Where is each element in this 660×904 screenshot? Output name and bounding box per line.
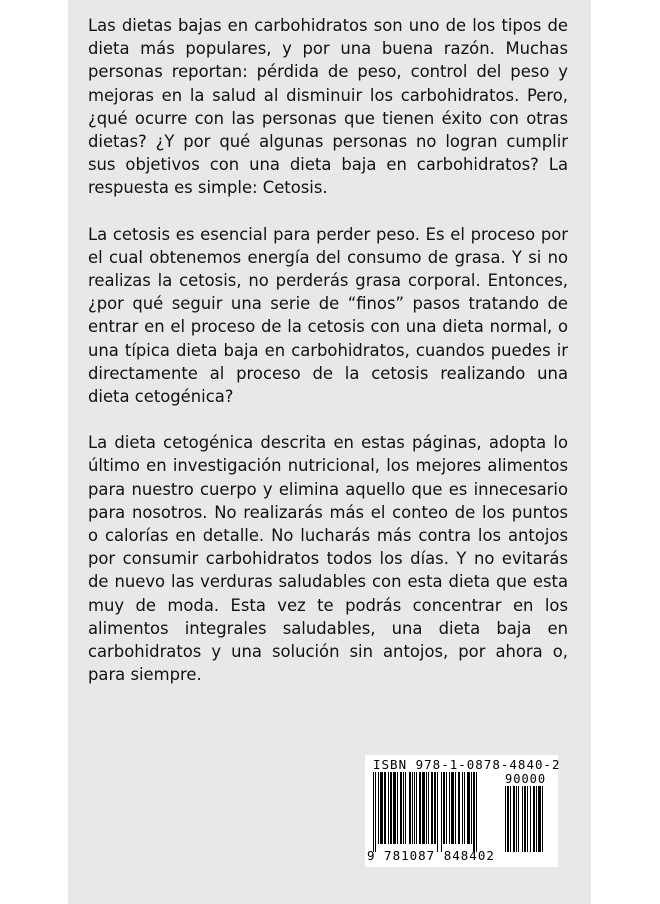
barcode-bar bbox=[538, 786, 541, 852]
barcode-bar bbox=[431, 772, 433, 844]
price-code: 90000 bbox=[505, 772, 547, 786]
barcode-bar bbox=[443, 772, 445, 844]
isbn-label: ISBN 978-1-0878-4840-2 bbox=[373, 757, 561, 772]
barcode-bar bbox=[409, 772, 411, 844]
barcode-bar bbox=[446, 772, 447, 844]
blurb-paragraph-1: Las dietas bajas en carbohidratos son uno de los tipos de dieta más populares, y por una buena razón. Muchas personas reportan: pérdida de peso, control del peso y mejoras en la salud al disminuir los carbohidratos. Pero, ¿qué ocurre con las personas que tienen éxito con otras dietas? ¿Y por qué algunas personas no logran cumplir sus objetivos con una dieta baja en carbohidratos? La respuesta es simple: Cetosis. bbox=[88, 16, 568, 198]
barcode-bar bbox=[434, 772, 436, 844]
blurb-paragraph-3: La dieta cetogénica descrita en estas páginas, adopta lo último en investigación nutricional, los mejores alimentos para nuestro cuerpo y elimina aquello que es innecesario para nosotros. No realizarás más el conteo de los puntos o calorías en detalle. No lucharás más contra los antojos por consumir carbohidratos todos los días. Y no evitarás de nuevo las verduras saludables con esta dieta que esta muy de moda. Esta vez te podrás concentrar en los alimentos integrales saludables, una dieta baja en carbohidratos y una solución sin antojos, por ahora o, para siempre. bbox=[88, 433, 568, 685]
barcode-bar bbox=[449, 772, 450, 844]
barcode-bar bbox=[422, 772, 425, 844]
barcode-bar bbox=[522, 786, 523, 852]
barcode-bar bbox=[414, 772, 415, 844]
barcode-bar bbox=[513, 786, 515, 852]
barcode-bar bbox=[375, 772, 376, 852]
barcode-bar bbox=[419, 772, 421, 844]
barcode-bar bbox=[505, 786, 506, 852]
barcode-bar bbox=[510, 786, 511, 852]
isbn-barcode bbox=[365, 755, 561, 867]
barcode-bar bbox=[536, 786, 537, 852]
barcode-bar bbox=[530, 786, 531, 852]
barcode-bar bbox=[388, 772, 389, 844]
barcode-bar bbox=[533, 786, 535, 852]
barcode-bar bbox=[416, 772, 417, 844]
ean-barcode-bars bbox=[373, 772, 499, 852]
barcode-bar bbox=[467, 772, 470, 844]
barcode-bar bbox=[451, 772, 454, 844]
barcode-bar bbox=[455, 772, 456, 844]
blurb-paragraph-2: La cetosis es esencial para perder peso. Es el proceso por el cual obtenemos energía del consumo de grasa. Y si no realizas la cetosis, no perderás grasa corporal. Entonces, ¿por qué seguir una serie de “finos” pasos tratando de entrar en el proceso de la cetosis con una dieta normal, o una típica dieta baja en carbohidratos, cuandos puedes ir directamente al proceso de la cetosis realizando una dieta cetogénica? bbox=[88, 224, 568, 407]
barcode-bar bbox=[507, 786, 509, 852]
barcode-bar bbox=[400, 772, 402, 844]
blurb-text bbox=[88, 14, 568, 709]
barcode-bar bbox=[516, 786, 517, 852]
barcode-bar bbox=[405, 772, 406, 844]
barcode-bar bbox=[458, 772, 460, 844]
barcode-bar bbox=[437, 772, 438, 852]
barcode-bar bbox=[412, 772, 413, 844]
barcode-bar bbox=[373, 772, 374, 852]
barcode-bar bbox=[428, 772, 429, 844]
price-barcode-bars bbox=[505, 786, 551, 852]
barcode-bar bbox=[462, 772, 463, 844]
barcode-bar bbox=[471, 772, 472, 844]
barcode-bar bbox=[524, 786, 526, 852]
barcode-bar bbox=[473, 772, 475, 852]
barcode-bar bbox=[441, 772, 442, 852]
barcode-bar bbox=[393, 772, 396, 844]
barcode-bar bbox=[384, 772, 386, 844]
barcode-bar bbox=[403, 772, 404, 844]
barcode-bar bbox=[527, 786, 528, 852]
ean-number: 9 781087 848402 bbox=[367, 848, 495, 863]
barcode-bar bbox=[397, 772, 398, 844]
barcode-bar bbox=[378, 772, 379, 844]
barcode-bar bbox=[464, 772, 465, 844]
barcode-bar bbox=[542, 786, 543, 852]
barcode-bar bbox=[380, 772, 383, 844]
barcode-bar bbox=[426, 772, 427, 844]
barcode-bar bbox=[390, 772, 392, 844]
barcode-bar bbox=[518, 786, 519, 852]
barcode-bar bbox=[476, 772, 477, 852]
